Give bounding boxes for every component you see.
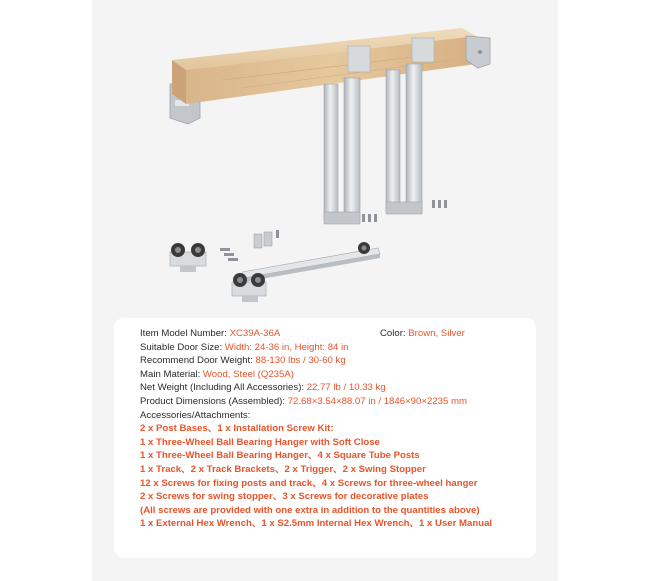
door-weight-label: Recommend Door Weight: [140, 355, 256, 367]
color-value: Brown, Silver [408, 328, 465, 339]
door-size-label: Suitable Door Size: [140, 341, 225, 353]
spec-material-row [140, 368, 536, 382]
accessory-item: 1 x Three-Wheel Ball Bearing Hanger、4 x Square Tube Posts [140, 450, 420, 462]
door-size-value: Width: 24-36 in, Height: 84 in [224, 341, 349, 353]
accessory-item: 1 x External Hex Wrench、1 x S2.5mm Internal Hex Wrench、1 x User Manual [140, 518, 493, 530]
door-weight-value: 88-130 lbs / 30-60 kg [255, 355, 346, 367]
accessory-item: (All screws are provided with one extra in addition to the quantities above) [140, 504, 480, 516]
specification-card [114, 318, 536, 558]
spec-model-row [140, 327, 536, 341]
product-panel [92, 0, 558, 581]
accessories-label: Accessories/Attachments: [140, 409, 251, 421]
model-value: XC39A-36A [229, 328, 281, 339]
accessory-item: 1 x Track、2 x Track Brackets、2 x Trigger、2 x Swing Stopper [140, 463, 426, 475]
dimensions-value: 72.68×3.54×88.07 in / 1846×90×2235 mm [287, 395, 467, 407]
square-tube-posts [324, 64, 422, 224]
triggers [254, 232, 272, 248]
accessory-item: 1 x Three-Wheel Ball Bearing Hanger with Soft Close [140, 436, 380, 448]
accessory-item: 2 x Screws for swing stopper、3 x Screws for decorative plates [140, 491, 429, 503]
three-wheel-hanger [170, 243, 206, 272]
net-weight-label: Net Weight (Including All Accessories): [140, 382, 307, 394]
accessory-item: 12 x Screws for fixing posts and track、4 x Screws for three-wheel hanger [140, 477, 478, 489]
spec-door-size-row [140, 341, 536, 355]
color-label: Color: [380, 328, 409, 339]
net-weight-value: 22.77 lb / 10.33 kg [306, 382, 386, 394]
accessory-item: 2 x Post Bases、1 x Installation Screw Kit: [140, 423, 334, 435]
right-post-plate [412, 38, 434, 62]
model-label: Item Model Number: [140, 328, 230, 339]
product-illustration [92, 0, 558, 310]
dimensions-label: Product Dimensions (Assembled): [140, 395, 288, 407]
material-label: Main Material: [140, 368, 203, 380]
spec-net-weight-row [140, 381, 536, 395]
spec-dimensions-row [140, 395, 536, 409]
left-post-plate [348, 46, 370, 72]
material-value: Wood, Steel (Q235A) [202, 368, 294, 380]
color-spec [380, 327, 465, 341]
spec-weight-row [140, 354, 536, 368]
